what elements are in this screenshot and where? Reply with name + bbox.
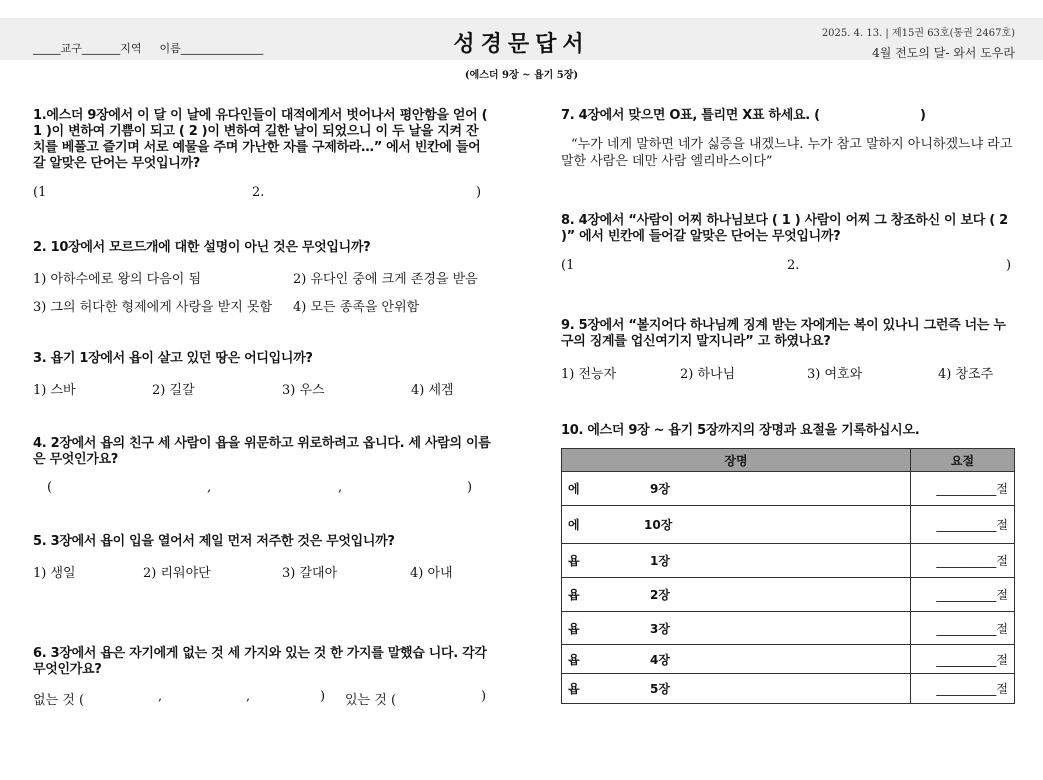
q4-blank-comma-2: , — [338, 480, 343, 495]
q1-answer-mid: 2. — [252, 185, 265, 200]
verse-blank[interactable]: __________절 — [911, 506, 1015, 544]
q9-option-2: 2) 하나님 — [680, 367, 736, 382]
book-name: 욥 — [568, 588, 580, 602]
chapter-cell — [562, 674, 911, 704]
q5-option-1: 1) 생일 — [33, 566, 76, 581]
q4-blank-open: ( — [47, 480, 53, 495]
book-name: 욥 — [568, 621, 580, 636]
q9-option-1: 1) 전능자 — [561, 367, 617, 382]
question-10: 10. 에스더 9장 ~ 욥기 5장까지의 장명과 요절을 기록하십시오. — [561, 423, 920, 438]
question-7: 7. 4장에서 맞으면 O표, 틀리면 X표 하세요. ( — [561, 108, 820, 123]
table-row — [562, 544, 1015, 578]
chapter-cell — [562, 472, 911, 506]
q5-option-4: 4) 아내 — [410, 566, 453, 581]
question-3: 3. 욥기 1장에서 욥이 살고 있던 땅은 어디입니까? — [33, 351, 313, 366]
chapter-number: 3장 — [650, 621, 670, 636]
q2-option-3: 3) 그의 허다한 형제에게 사랑을 받지 못함 — [33, 300, 273, 315]
chapter-cell — [562, 645, 911, 674]
table-row — [562, 674, 1015, 704]
book-name: 욥 — [568, 652, 580, 667]
table-row — [562, 506, 1015, 544]
book-name: 욥 — [568, 554, 580, 568]
q8-answer-mid: 2. — [787, 258, 800, 273]
verse-blank[interactable]: __________절 — [911, 674, 1015, 704]
q6-missing-close: ) — [320, 689, 326, 704]
chapter-number: 4장 — [650, 652, 670, 667]
q6-having-close: ) — [481, 689, 487, 704]
q9-option-4: 4) 창조주 — [938, 367, 994, 382]
q5-option-2: 2) 리워야단 — [143, 566, 211, 581]
q3-option-2: 2) 길갈 — [152, 383, 195, 398]
q4-blank-comma-1: , — [207, 480, 212, 495]
page-title: 성경문답서 — [453, 32, 590, 57]
table-row — [562, 612, 1015, 645]
table-row — [562, 645, 1015, 674]
question-6: 6. 3장에서 욥은 자기에게 없는 것 세 가지와 있는 것 한 가지를 말했습 니다. 각각 무엇인가요? — [33, 646, 487, 677]
table-header-row — [562, 449, 1015, 472]
book-name: 에 — [568, 518, 580, 532]
q6-missing-open: 없는 것 ( — [33, 693, 85, 708]
monthly-theme: 4월 전도의 달- 와서 도우라 — [872, 46, 1015, 60]
question-9: 9. 5장에서 “볼지어다 하나님께 징계 받는 자에게는 복이 있나니 그런즉 너는 누구의 징계를 업신여기지 말지니라” 고 하였나요? — [561, 318, 1006, 349]
question-5: 5. 3장에서 욥이 입을 열어서 제일 먼저 저주한 것은 무엇입니까? — [33, 534, 395, 549]
q7-close: ) — [920, 108, 926, 123]
q2-option-2: 2) 유다인 중에 크게 존경을 받음 — [293, 272, 478, 287]
chapter-number: 5장 — [650, 682, 670, 696]
chapter-number: 2장 — [650, 588, 670, 602]
q2-option-1: 1) 아하수에로 왕의 다음이 됨 — [33, 272, 202, 287]
q3-option-3: 3) 우스 — [282, 383, 325, 398]
chapter-cell — [562, 506, 911, 544]
q5-option-3: 3) 갈대아 — [282, 566, 338, 581]
book-name: 욥 — [568, 682, 580, 696]
column-verse-header: 요절 — [911, 449, 1015, 472]
q1-answer-close: ) — [476, 185, 482, 200]
q8-answer-open: (1 — [561, 258, 575, 273]
q1-answer-open: (1 — [33, 185, 47, 200]
q6-missing-comma-2: , — [246, 689, 251, 704]
question-2: 2. 10장에서 모르드개에 대한 설명이 아닌 것은 무엇입니까? — [33, 240, 371, 255]
table-row — [562, 472, 1015, 506]
question-8: 8. 4장에서 “사람이 어찌 하나님보다 ( 1 ) 사람이 어찌 그 창조하신 이 보다 ( 2 )” 에서 빈칸에 들어갈 알맞은 단어는 무엇입니까? — [561, 213, 1008, 244]
verse-blank[interactable]: __________절 — [911, 578, 1015, 612]
issue-info: 2025. 4. 13. | 제15권 63호(통권 2467호) — [821, 28, 1015, 39]
verse-blank[interactable]: __________절 — [911, 645, 1015, 674]
chapter-verse-table — [561, 448, 1015, 704]
book-name: 에 — [568, 482, 580, 496]
chapter-cell — [562, 578, 911, 612]
table-row — [562, 578, 1015, 612]
verse-blank[interactable]: __________절 — [911, 544, 1015, 578]
verse-blank[interactable]: __________절 — [911, 472, 1015, 506]
q3-option-1: 1) 스바 — [33, 383, 76, 398]
chapter-number: 1장 — [650, 554, 670, 568]
q8-answer-close: ) — [1006, 258, 1012, 273]
name-fields: _____교구_______지역 이름_______________ — [33, 42, 264, 55]
scripture-range: (에스더 9장 ~ 욥기 5장) — [464, 70, 579, 81]
q4-blank-close: ) — [467, 480, 473, 495]
q6-having-open: 있는 것 ( — [345, 693, 397, 708]
q9-option-3: 3) 여호와 — [807, 367, 863, 382]
q7-quote: “누가 네게 말하면 네가 싫증을 내겠느냐. 누가 참고 말하지 아니하겠느냐 라고 말한 사람은 데만 사람 엘리바스이다” — [561, 137, 1013, 169]
question-1: 1.에스더 9장에서 이 달 이 날에 유다인들이 대적에게서 벗어나서 평안함을 얻어 ( 1 )이 변하여 기쁨이 되고 ( 2 )이 변하여 길한 날이 되었으니 이 두 날을 지켜 잔치를 베풀고 즐기며 서로 예물을 주며 가난한 자를 구제하라…” 에서 빈칸에 들어갈 알맞은 단어는 무엇입니까? — [33, 108, 488, 171]
chapter-cell — [562, 612, 911, 645]
verse-blank[interactable]: __________절 — [911, 612, 1015, 645]
q3-option-4: 4) 세겜 — [411, 383, 454, 398]
column-chapter-header: 장명 — [562, 449, 911, 472]
q2-option-4: 4) 모든 종족을 안위함 — [293, 300, 420, 315]
chapter-cell — [562, 544, 911, 578]
chapter-number: 10장 — [644, 518, 673, 532]
question-4: 4. 2장에서 욥의 친구 세 사람이 욥을 위문하고 위로하려고 옵니다. 세 사람의 이름은 무엇인가요? — [33, 436, 491, 467]
q6-missing-comma-1: , — [158, 689, 163, 704]
chapter-number: 9장 — [650, 482, 670, 496]
